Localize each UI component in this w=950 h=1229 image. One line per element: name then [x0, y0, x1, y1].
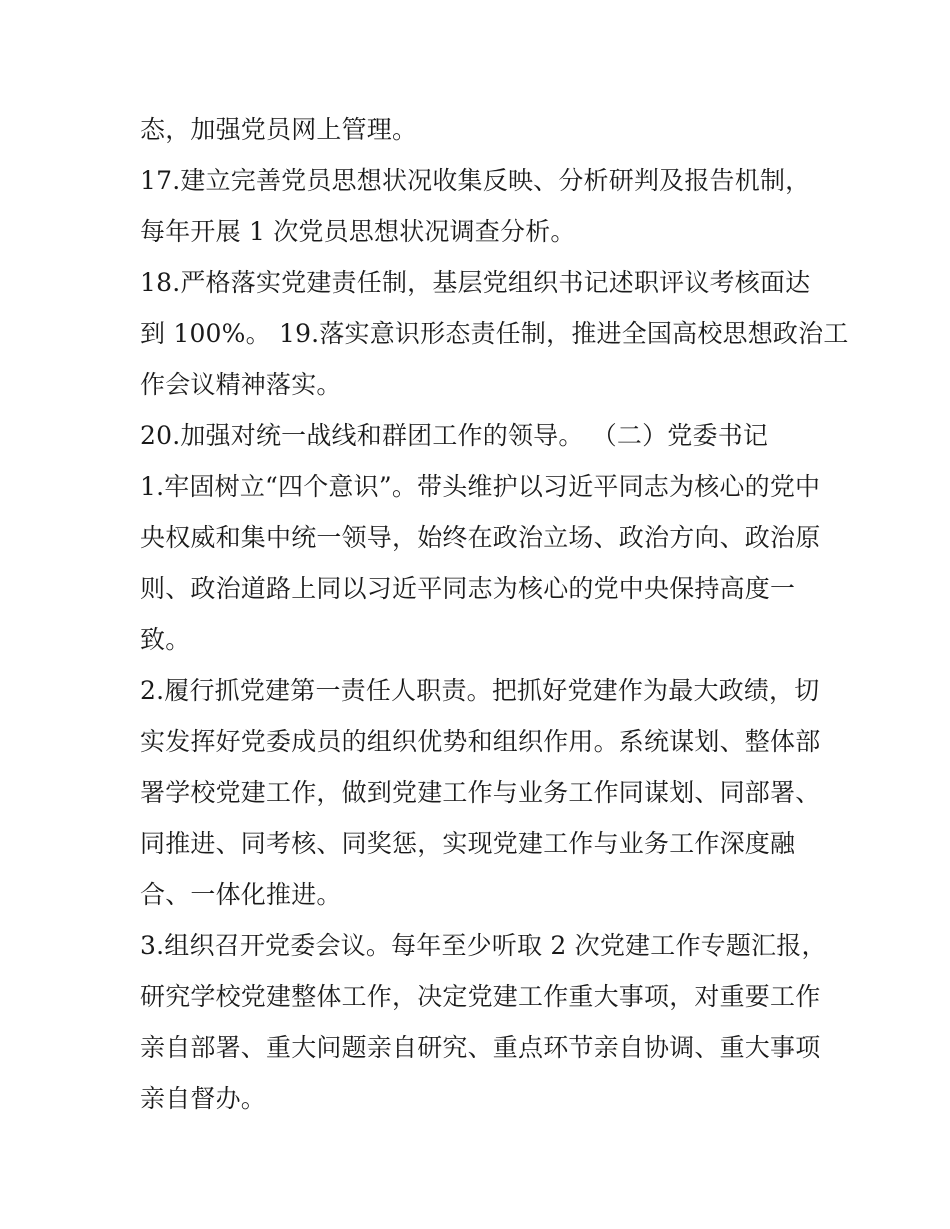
text-line: 则、政治道路上同以习近平同志为核心的党中央保持高度一: [140, 574, 796, 603]
text-line: 亲自部署、重大问题亲自研究、重点环节亲自协调、重大事项: [140, 1033, 821, 1062]
text-line: 17.建立完善党员思想状况收集反映、分析研判及报告机制，: [140, 166, 811, 195]
text-line: 亲自督办。: [140, 1084, 267, 1113]
text-line: 央权威和集中统一领导，始终在政治立场、政治方向、政治原: [140, 523, 821, 552]
text-line: 20.加强对统一战线和群团工作的领导。 （二）党委书记: [140, 421, 769, 450]
text-line: 研究学校党建整体工作，决定党建工作重大事项，对重要工作: [140, 982, 821, 1011]
text-line: 致。: [140, 625, 191, 654]
text-line: 1.牢固树立“四个意识”。带头维护以习近平同志为核心的党中: [140, 472, 821, 501]
text-line: 到 100%。 19.落实意识形态责任制，推进全国高校思想政治工: [140, 319, 849, 348]
text-line: 18.严格落实党建责任制，基层党组织书记述职评议考核面达: [140, 268, 811, 297]
text-line: 每年开展 1 次党员思想状况调查分析。: [140, 217, 576, 246]
text-line: 3.组织召开党委会议。每年至少听取 2 次党建工作专题汇报，: [140, 931, 827, 960]
text-line: 态，加强党员网上管理。: [140, 115, 418, 144]
text-line: 合、一体化推进。: [140, 880, 342, 909]
text-line: 2.履行抓党建第一责任人职责。把抓好党建作为最大政绩，切: [140, 676, 820, 705]
text-line: 作会议精神落实。: [140, 370, 342, 399]
text-line: 署学校党建工作，做到党建工作与业务工作同谋划、同部署、: [140, 778, 821, 807]
text-line: 同推进、同考核、同奖惩，实现党建工作与业务工作深度融: [140, 829, 796, 858]
text-line: 实发挥好党委成员的组织优势和组织作用。系统谋划、整体部: [140, 727, 821, 756]
